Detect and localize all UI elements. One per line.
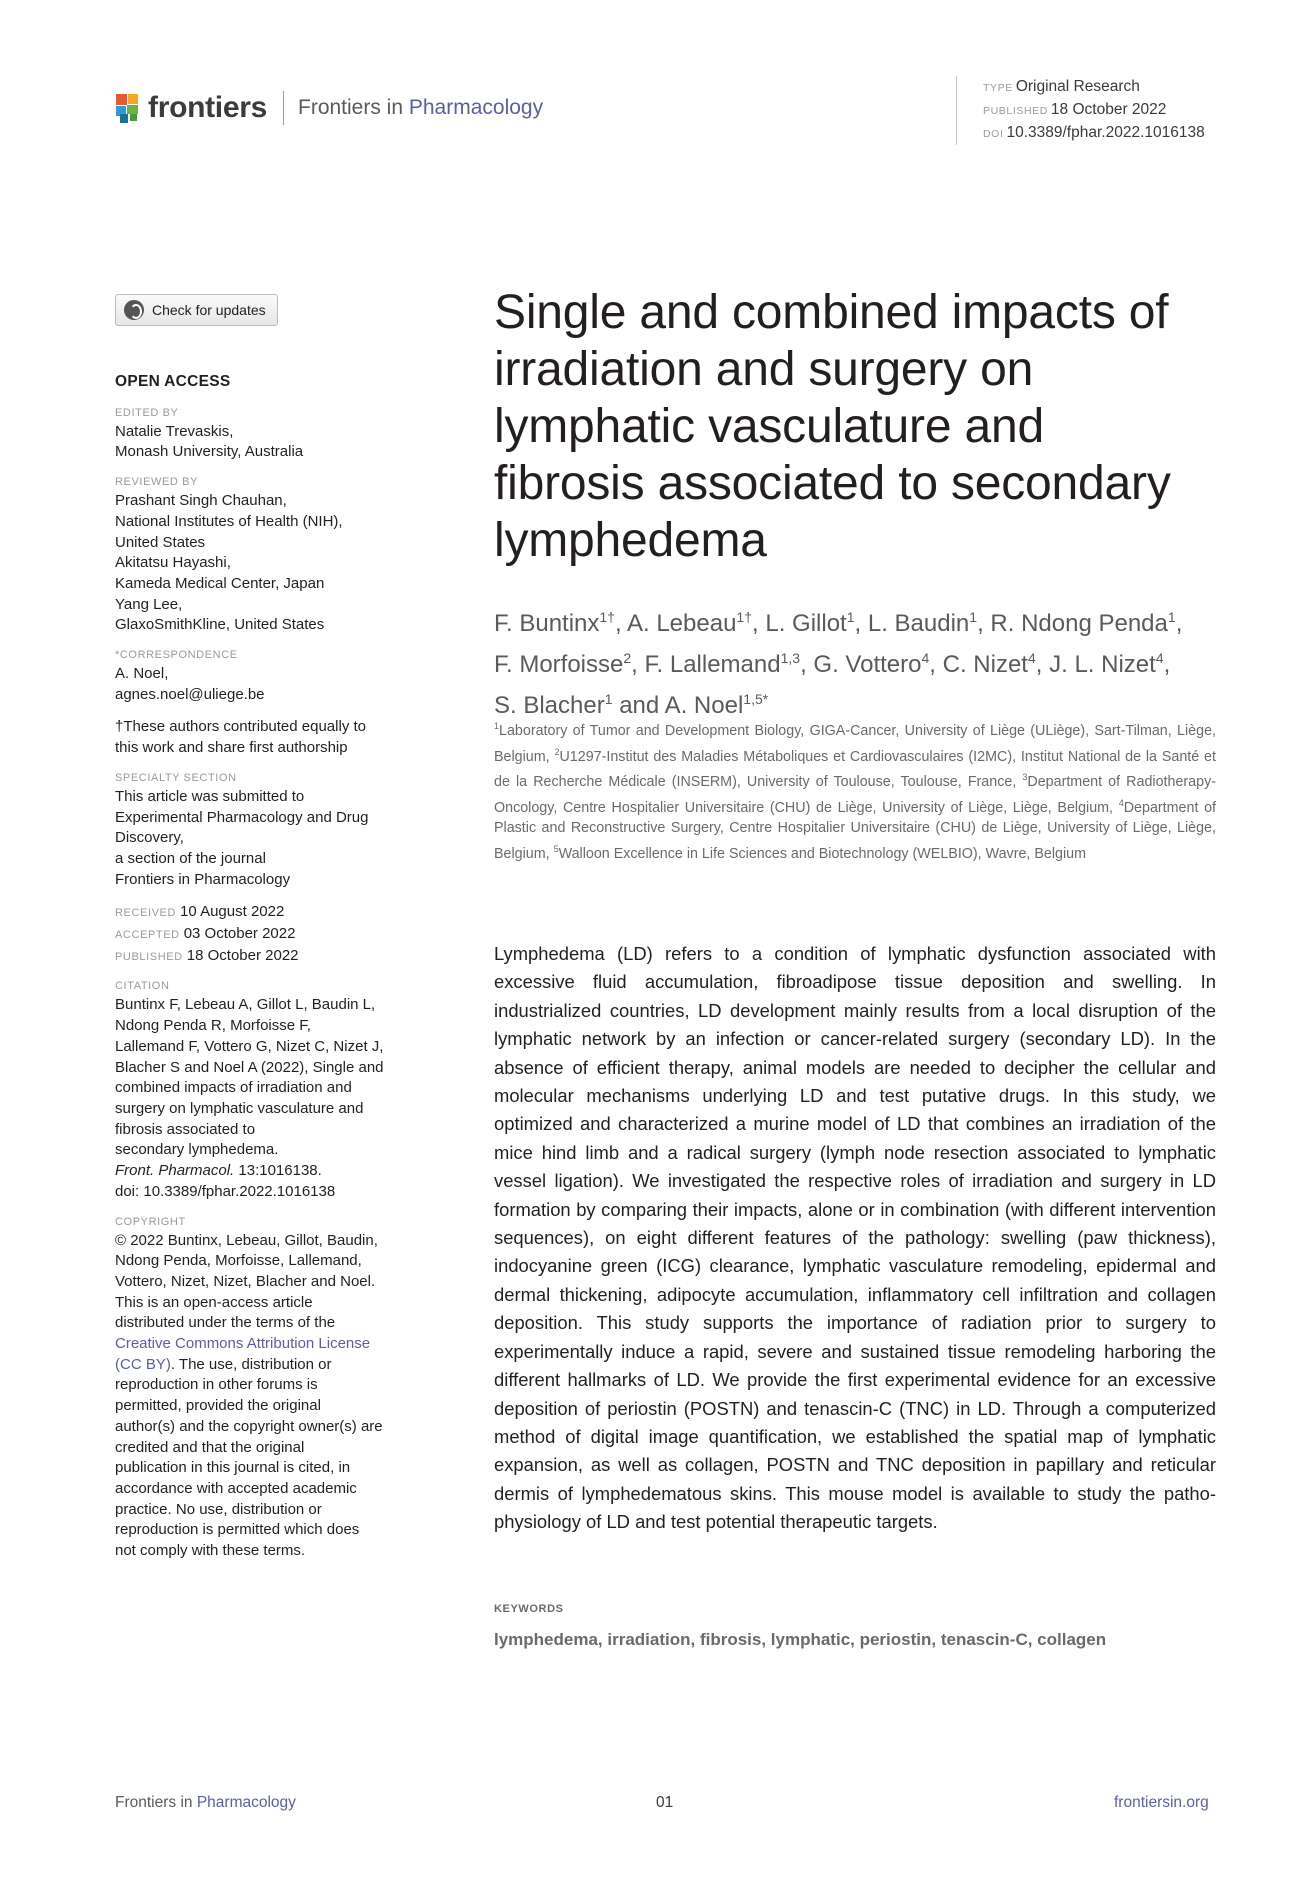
citation-line: combined impacts of irradiation and <box>115 1079 352 1097</box>
citation-line: Lallemand F, Vottero G, Nizet C, Nizet J, <box>115 1037 384 1055</box>
cc-license-link[interactable]: Creative Commons Attribution License <box>115 1335 371 1353</box>
reviewer-line: GlaxoSmithKline, United States <box>115 616 325 634</box>
citation-journal: Front. Pharmacol. <box>115 1162 235 1180</box>
author[interactable]: S. Blacher$^1$ <box>494 691 613 719</box>
citation-line: surgery on lymphatic vasculature and <box>115 1099 364 1117</box>
copyright-line: reproduction in other forums is <box>115 1376 318 1394</box>
page-number: 01 <box>656 1794 674 1811</box>
citation-section <box>115 979 415 1202</box>
received-value: 10 August 2022 <box>180 903 285 921</box>
title-line: lymphatic vasculature and <box>494 400 1044 453</box>
correspondence-label: *CORRESPONDENCE <box>115 649 238 662</box>
article-meta <box>956 76 1205 145</box>
citation-label: CITATION <box>115 980 170 993</box>
reviewer-line: Yang Lee, <box>115 595 183 613</box>
copyright-section <box>115 1215 415 1562</box>
author[interactable]: C. Nizet$^4$ <box>942 650 1036 678</box>
doi-label: DOI <box>983 128 1004 140</box>
copyright-text: . The use, distribution or <box>170 1355 332 1373</box>
citation-line: fibrosis associated to <box>115 1120 256 1138</box>
affil-sup: 4 <box>1118 797 1124 808</box>
specialty-section <box>115 771 415 891</box>
reviewed-by-label: REVIEWED BY <box>115 476 199 489</box>
reviewer-line: Kameda Medical Center, Japan <box>115 574 325 592</box>
affil-sup: 3 <box>1022 772 1028 783</box>
affiliations <box>494 716 1216 865</box>
affil-sup: 2 <box>554 746 560 757</box>
title-line: irradiation and surgery on <box>494 343 1034 396</box>
copyright-line: not comply with these terms. <box>115 1542 306 1560</box>
author[interactable]: A. Noel$^{1,5*}$ <box>664 691 769 719</box>
author[interactable]: F. Morfoisse$^2$ <box>494 650 632 678</box>
copyright-line: distributed under the terms of the <box>115 1314 336 1332</box>
article-doi[interactable] <box>983 122 1205 145</box>
copyright-link-line <box>115 1355 415 1376</box>
published-label: PUBLISHED <box>983 105 1048 117</box>
check-for-updates-button[interactable] <box>115 294 278 326</box>
affiliation: Walloon Excellence in Life Sciences and Biotechnology (WELBIO), Wavre, Belgium <box>558 845 1086 862</box>
affil-sup: 5 <box>553 844 559 855</box>
copyright-line: This is an open-access article <box>115 1293 313 1311</box>
footer-prefix: Frontiers in <box>115 1794 193 1811</box>
accepted-value: 03 October 2022 <box>183 925 296 943</box>
specialty-line: Discovery, <box>115 829 184 847</box>
affiliation: Department of Radiotherapy-Oncology, Centre Hospitalier Universitaire (CHU) de Liège, University of Liège, Liège, Belgium, <box>494 773 1216 816</box>
author-line: F. Morfoisse$^2$, F. Lallemand$^{1,3}$, G. Vottero$^4$, C. Nizet$^4$, J. L. Nizet$^4$, <box>494 650 1171 678</box>
published-label: PUBLISHED <box>115 950 183 963</box>
editor-affiliation: Monash University, Australia <box>115 443 304 461</box>
dates-section <box>115 902 415 967</box>
specialty-label: SPECIALTY SECTION <box>115 771 237 784</box>
frontiers-logo[interactable] <box>114 88 543 128</box>
reviewer-line: Prashant Singh Chauhan, <box>115 492 287 510</box>
cc-by-link[interactable]: (CC BY) <box>115 1355 171 1373</box>
logo-divider <box>283 91 284 125</box>
copyright-line: Vottero, Nizet, Nizet, Blacher and Noel. <box>115 1272 376 1290</box>
journal-name <box>298 96 543 120</box>
copyright-line: © 2022 Buntinx, Lebeau, Gillot, Baudin, <box>115 1231 378 1249</box>
author[interactable]: F. Lallemand$^{1,3}$ <box>644 650 801 678</box>
author[interactable]: L. Gillot$^1$ <box>765 609 855 637</box>
frontiers-logo-icon <box>114 92 144 124</box>
open-access-label: OPEN ACCESS <box>115 373 231 390</box>
author[interactable]: J. L. Nizet$^4$ <box>1049 650 1164 678</box>
edited-by-section <box>115 406 415 463</box>
left-sidebar <box>115 372 415 1574</box>
reviewer-line: National Institutes of Health (NIH), <box>115 512 343 530</box>
footer-site-link[interactable]: frontiersin.org <box>1114 1794 1209 1811</box>
author-line: F. Buntinx$^{1\dagger}$, A. Lebeau$^{1\dagger}$, L. Gillot$^1$, L. Baudin$^1$, R. Ndong Penda$^1$, <box>494 609 1183 637</box>
title-line: Single and combined impacts of <box>494 286 1169 339</box>
citation-line: Buntinx F, Lebeau A, Gillot L, Baudin L, <box>115 996 376 1014</box>
footer-journal-name: Pharmacology <box>196 1794 296 1811</box>
specialty-line: Frontiers in Pharmacology <box>115 870 291 888</box>
copyright-label: COPYRIGHT <box>115 1215 186 1228</box>
affiliation: Laboratory of Tumor and Development Biology, GIGA-Cancer, University of Liège (ULiège), Sart-Tilman, Liège, Belgium, <box>494 722 1216 765</box>
note-line: this work and share first authorship <box>115 739 348 757</box>
edited-by-label: EDITED BY <box>115 406 179 419</box>
frontiers-wordmark: frontiers <box>148 91 267 124</box>
title-line: fibrosis associated to secondary <box>494 457 1171 510</box>
title-line: lymphedema <box>494 514 767 567</box>
affil-sup: 1 <box>494 721 500 731</box>
copyright-line: credited and that the original <box>115 1438 305 1456</box>
published-value: 18 October 2022 <box>186 946 299 964</box>
author[interactable]: L. Baudin$^1$ <box>867 609 978 637</box>
received-label: RECEIVED <box>115 907 177 920</box>
accepted-date <box>115 924 415 946</box>
author[interactable]: A. Lebeau$^{1\dagger}$ <box>626 609 752 637</box>
received-date <box>115 902 415 924</box>
citation-volume: 13:1016138. <box>234 1162 322 1180</box>
affiliation: Department of Plastic and Reconstructive Surgery, Centre Hospitalier Universitaire (CHU) de Liège, University of Liège, Liège, Belgium, <box>494 799 1216 862</box>
reviewer-line: Akitatsu Hayashi, <box>115 554 231 572</box>
author[interactable]: R. Ndong Penda$^1$ <box>990 609 1176 637</box>
author[interactable]: G. Vottero$^4$ <box>813 650 930 678</box>
specialty-line: Experimental Pharmacology and Drug <box>115 808 369 826</box>
accepted-label: ACCEPTED <box>115 929 180 942</box>
published-date <box>115 946 415 968</box>
footer-journal[interactable] <box>115 1794 296 1812</box>
author[interactable]: F. Buntinx$^{1\dagger}$ <box>494 609 615 637</box>
article-published <box>983 99 1205 122</box>
journal-prefix: Frontiers in <box>298 96 404 119</box>
specialty-line: This article was submitted to <box>115 787 305 805</box>
copyright-line: author(s) and the copyright owner(s) are <box>115 1417 383 1435</box>
keywords-label: KEYWORDS <box>494 1603 564 1615</box>
author-list <box>494 600 1234 723</box>
article-type <box>983 76 1205 99</box>
article-title <box>494 284 1234 569</box>
specialty-line: a section of the journal <box>115 849 266 867</box>
citation-line: Ndong Penda R, Morfoisse F, <box>115 1017 311 1035</box>
citation-doi[interactable]: doi: 10.3389/fphar.2022.1016138 <box>115 1182 336 1200</box>
type-label: TYPE <box>983 82 1013 94</box>
reviewed-by-section <box>115 475 415 636</box>
published-value: 18 October 2022 <box>1050 101 1167 118</box>
copyright-line: reproduction is permitted which does <box>115 1521 360 1539</box>
copyright-line: Ndong Penda, Morfoisse, Lallemand, <box>115 1252 362 1270</box>
correspondence-name: A. Noel, <box>115 665 169 683</box>
affiliation: U1297-Institut des Maladies Métaboliques et Cardiovasculaires (I2MC), Institut National de la Santé et de la Recherche Médicale (INSERM), University of Toulouse, Toulouse, France, <box>494 748 1216 790</box>
correspondence-email[interactable]: agnes.noel@uliege.be <box>115 685 265 703</box>
reviewer-line: United States <box>115 533 206 551</box>
keywords: lymphedema, irradiation, fibrosis, lymphatic, periostin, tenascin-C, collagen <box>494 1630 1107 1649</box>
journal-title: Pharmacology <box>408 96 544 119</box>
copyright-line: accordance with accepted academic <box>115 1479 357 1497</box>
check-updates-label: Check for updates <box>152 302 266 318</box>
correspondence-section <box>115 648 415 705</box>
citation-line: Blacher S and Noel A (2022), Single and <box>115 1058 384 1076</box>
copyright-line: publication in this journal is cited, in <box>115 1459 351 1477</box>
abstract: Lymphedema (LD) refers to a condition of lymphatic dysfunction associated with excessive fluid accumulation, fibroadipose tissue deposition and swelling. In industrialized countries, LD development mainly results from a local disruption of the lymphatic network by an infection or cancer-related surgery (secondary LD). In the absence of efficient therapy, animal models are needed to decipher the cellular and molecular mechanisms underlying LD and test putative drugs. In this study, we optimized and characterized a murine model of LD that combines an irradiation of the mice hind limb and a radical surgery (lymph node resection associated to lymphatic vessel ligation). We investigated the respective roles of irradiation and surgery in LD formation by comparing their impacts, alone or in combination (with different intervention sequences), on eight different features of the pathology: swelling (paw thickness), indocyanine green (ICG) clearance, lymphatic vasculature remodeling, epidermal and dermal thickening, adipocyte accumulation, inflammatory cell infiltration and collagen deposition. This study supports the importance of radiation prior to surgery to experimentally induce a rapid, severe and sustained tissue remodeling harboring the different hallmarks of LD. We provide the first experimental evidence for an excessive deposition of periostin (POSTN) and tenascin-C (TNC) in LD. Through a computerized method of digital image quantification, we established the spatial map of lymphatic expansion, as well as collagen, POSTN and TNC deposition in papillary and reticular dermis of lymphedematous skins. This mouse model is available to study the patho-physiology of LD and test potential therapeutic targets. <box>494 943 1216 1533</box>
doi-value[interactable]: 10.3389/fphar.2022.1016138 <box>1006 124 1205 141</box>
equal-contribution-note <box>115 717 415 758</box>
and-word: and <box>619 692 660 719</box>
editor-name: Natalie Trevaskis, <box>115 422 234 440</box>
note-line: †These authors contributed equally to <box>115 718 366 736</box>
copyright-line: practice. No use, distribution or <box>115 1500 322 1518</box>
type-value: Original Research <box>1015 78 1140 95</box>
crossmark-icon <box>124 300 144 320</box>
citation-journal-line <box>115 1161 415 1182</box>
citation-line: secondary lymphedema. <box>115 1141 279 1159</box>
copyright-line: permitted, provided the original <box>115 1397 321 1415</box>
